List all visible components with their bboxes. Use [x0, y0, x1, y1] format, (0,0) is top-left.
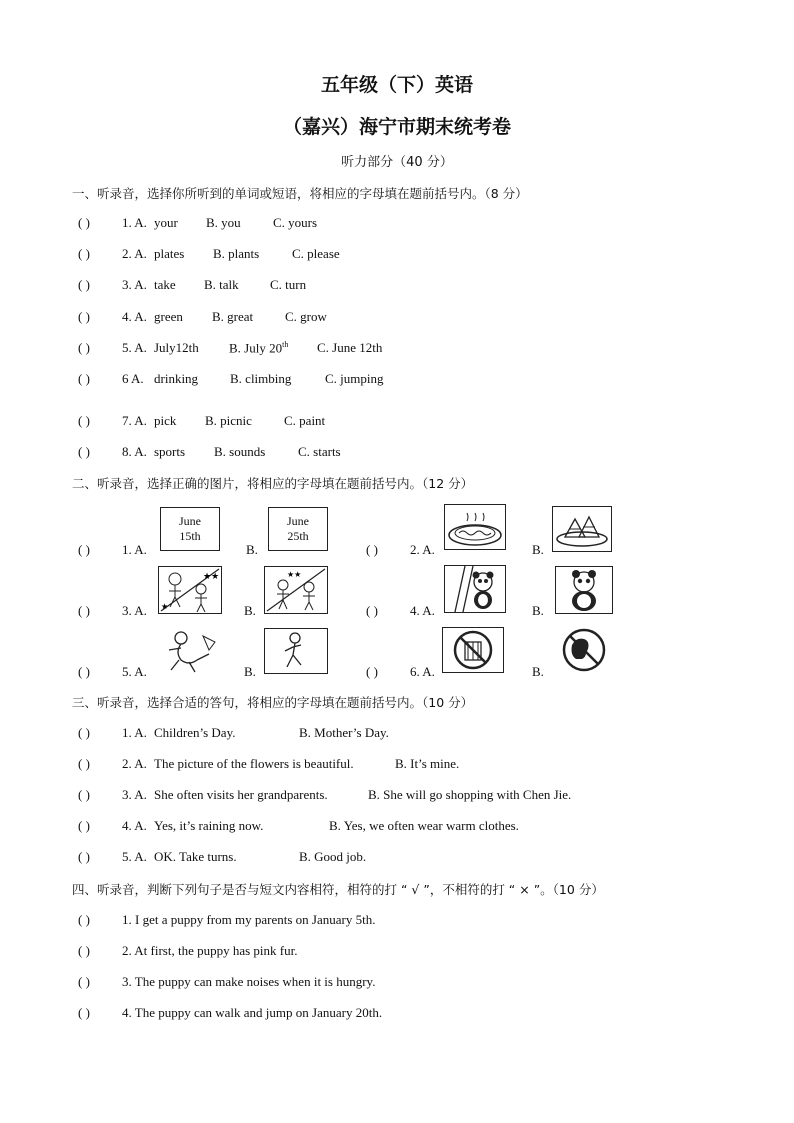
option-b	[206, 215, 241, 231]
date-month: June	[287, 514, 309, 528]
option-a: your	[154, 215, 178, 230]
q-number: 5. A.	[122, 849, 147, 864]
option-b-label: B.	[246, 542, 258, 557]
page-title: 五年级（下）英语	[320, 74, 473, 96]
answer-paren[interactable]: ( )	[78, 246, 90, 261]
option-c: C. starts	[298, 444, 341, 459]
zongzi-icon	[553, 507, 611, 551]
option-b-text: B. plants	[213, 246, 260, 261]
question-row	[78, 340, 578, 358]
question-row	[78, 413, 578, 431]
answer-paren[interactable]: ( )	[78, 912, 90, 927]
answer-paren[interactable]: ( )	[78, 787, 90, 802]
option-b-text: B. you	[206, 215, 241, 230]
noodles-icon	[445, 505, 505, 549]
answer-paren[interactable]: ( )	[78, 974, 90, 989]
panda-icon	[445, 566, 505, 612]
q-number: 2. A.	[122, 246, 147, 261]
option-b-text: B. July 20	[229, 340, 283, 356]
option-b	[205, 413, 252, 429]
question-row	[78, 277, 578, 295]
option-b-text: B. climbing	[230, 371, 292, 386]
statement-text: 4. The puppy can walk and jump on January 20th.	[122, 1005, 383, 1020]
question-row	[78, 756, 678, 774]
statement-row	[78, 943, 678, 961]
q-number: 1. A.	[122, 215, 147, 230]
answer-paren[interactable]: ( )	[78, 943, 90, 958]
panda-eating-image	[555, 566, 613, 614]
option-a: green	[154, 309, 183, 324]
q-number: 8. A.	[122, 444, 147, 459]
answer-paren[interactable]: ( )	[78, 215, 90, 230]
answer-paren[interactable]: ( )	[78, 725, 90, 740]
option-b	[230, 371, 291, 387]
panda-icon	[556, 567, 612, 613]
calendar-june-15-image	[160, 507, 220, 551]
runner-icon	[265, 629, 327, 673]
exam-subtitle: （嘉兴）海宁市期末统考卷	[282, 116, 511, 138]
question-row	[78, 725, 678, 743]
option-a: Children’s Day.	[154, 725, 236, 740]
option-b-label: B.	[532, 664, 544, 679]
answer-paren[interactable]: ( )	[366, 542, 378, 557]
answer-paren[interactable]: ( )	[78, 371, 90, 386]
kids-playing-image-b	[264, 566, 328, 614]
monkey-icon	[159, 628, 221, 674]
question-row	[78, 849, 678, 867]
panda-climbing-image	[444, 565, 506, 613]
statement-text: 2. At first, the puppy has pink fur.	[122, 943, 298, 958]
option-b-label: B.	[532, 542, 544, 557]
answer-paren[interactable]: ( )	[78, 664, 90, 679]
answer-paren[interactable]: ( )	[78, 818, 90, 833]
answer-paren[interactable]: ( )	[78, 413, 90, 428]
answer-paren[interactable]: ( )	[78, 444, 90, 459]
option-b-text: B. talk	[204, 277, 239, 292]
question-row	[78, 787, 678, 805]
q-number: 5. A.	[122, 340, 147, 355]
option-b-label: B.	[244, 603, 256, 618]
option-a: sports	[154, 444, 186, 459]
option-c: C. yours	[273, 215, 318, 230]
monkey-jumping-image	[159, 628, 221, 674]
option-b: B. Yes, we often wear warm clothes.	[329, 818, 519, 833]
option-b-label: B.	[532, 603, 544, 618]
q-number: 5. A.	[122, 664, 147, 679]
option-a: drinking	[154, 371, 199, 386]
svg-text:★★: ★★	[287, 570, 302, 579]
section-1-heading: 一、听录音，选择你所听到的单词或短语，将相应的字母填在题前括号内。（8 分）	[72, 186, 528, 201]
answer-paren[interactable]: ( )	[366, 664, 378, 679]
calendar-june-25-image	[268, 507, 328, 551]
statement-row	[78, 1005, 678, 1023]
option-b-label: B.	[244, 664, 256, 679]
option-b: B. Mother’s Day.	[299, 725, 389, 740]
date-day: 25th	[287, 529, 309, 543]
answer-paren[interactable]: ( )	[78, 277, 90, 292]
statement-row	[78, 974, 678, 992]
option-b	[214, 444, 265, 460]
prohibition-sign-icon	[443, 628, 503, 672]
question-row	[78, 818, 678, 836]
q-number: 2. A.	[410, 542, 435, 557]
option-b-text: B. sounds	[214, 444, 266, 459]
option-a: pick	[154, 413, 177, 428]
option-b: B. It’s mine.	[395, 756, 460, 771]
q-number: 4. A.	[122, 309, 147, 324]
q-number: 3. A.	[122, 787, 147, 802]
option-b-text: B. great	[212, 309, 254, 324]
q-number: 2. A.	[122, 756, 147, 771]
answer-paren[interactable]: ( )	[78, 340, 90, 355]
answer-paren[interactable]: ( )	[78, 756, 90, 771]
statement-row	[78, 912, 678, 930]
kids-playing-image-a	[158, 566, 222, 614]
q-number: 4. A.	[410, 603, 435, 618]
option-b-text: B. picnic	[205, 413, 252, 428]
option-a: plates	[154, 246, 185, 261]
option-a: OK. Take turns.	[154, 849, 237, 864]
statement-text: 3. The puppy can make noises when it is hungry.	[122, 974, 376, 989]
question-row	[78, 371, 578, 389]
section-3-heading: 三、听录音，选择合适的答句，将相应的字母填在题前括号内。（10 分）	[72, 695, 474, 710]
section-4-heading: 四、听录音，判断下列句子是否与短文内容相符，相符的打 “ √ ”，不相符的打 “ × ”。（10 分）	[72, 882, 604, 897]
children-icon	[265, 567, 327, 613]
option-b: B. Good job.	[299, 849, 367, 864]
option-a: The picture of the flowers is beautiful.	[154, 756, 354, 771]
option-b: B. She will go shopping with Chen Jie.	[368, 787, 572, 802]
superscript: th	[282, 340, 289, 349]
q-number: 1. A.	[122, 725, 147, 740]
question-row	[78, 215, 578, 233]
section-2-heading: 二、听录音，选择正确的图片，将相应的字母填在题前括号内。（12 分）	[72, 476, 474, 491]
option-b	[229, 340, 288, 356]
option-b	[204, 277, 239, 293]
question-row	[78, 246, 578, 264]
question-row	[78, 444, 578, 462]
answer-paren[interactable]: ( )	[78, 603, 90, 618]
svg-text:★: ★	[161, 602, 169, 611]
option-b	[213, 246, 259, 262]
option-b	[212, 309, 253, 325]
no-littering-sign-image	[442, 627, 504, 673]
zongzi-plate-image	[552, 506, 612, 552]
date-month: June	[179, 514, 201, 528]
answer-paren[interactable]: ( )	[78, 542, 90, 557]
option-c: C. grow	[285, 309, 327, 324]
prohibition-sign-icon	[556, 627, 612, 673]
q-number: 6. A.	[410, 664, 435, 679]
answer-paren[interactable]: ( )	[78, 849, 90, 864]
answer-paren[interactable]: ( )	[78, 309, 90, 324]
statement-text: 1. I get a puppy from my parents on January 5th.	[122, 912, 376, 927]
answer-paren[interactable]: ( )	[366, 603, 378, 618]
boy-running-image	[264, 628, 328, 674]
children-icon	[159, 567, 221, 613]
q-number: 3. A.	[122, 277, 147, 292]
option-c: C. jumping	[325, 371, 384, 386]
q-number: 7. A.	[122, 413, 147, 428]
option-a: She often visits her grandparents.	[154, 787, 328, 802]
question-row	[78, 309, 578, 327]
option-a: take	[154, 277, 176, 292]
q-number: 3. A.	[122, 603, 147, 618]
answer-paren[interactable]: ( )	[78, 1005, 90, 1020]
option-c: C. June 12th	[317, 340, 383, 355]
noodles-bowl-image	[444, 504, 506, 550]
option-a: Yes, it’s raining now.	[154, 818, 264, 833]
option-a: July12th	[154, 340, 199, 355]
no-noise-sign-image	[556, 627, 612, 673]
q-number: 4. A.	[122, 818, 147, 833]
date-day: 15th	[179, 529, 201, 543]
svg-text:★★: ★★	[203, 572, 220, 582]
q-number: 6 A.	[122, 371, 144, 386]
option-c: C. turn	[270, 277, 307, 292]
q-number: 1. A.	[122, 542, 147, 557]
option-c: C. paint	[284, 413, 326, 428]
part-label: 听力部分（40 分）	[341, 155, 453, 170]
option-c: C. please	[292, 246, 340, 261]
